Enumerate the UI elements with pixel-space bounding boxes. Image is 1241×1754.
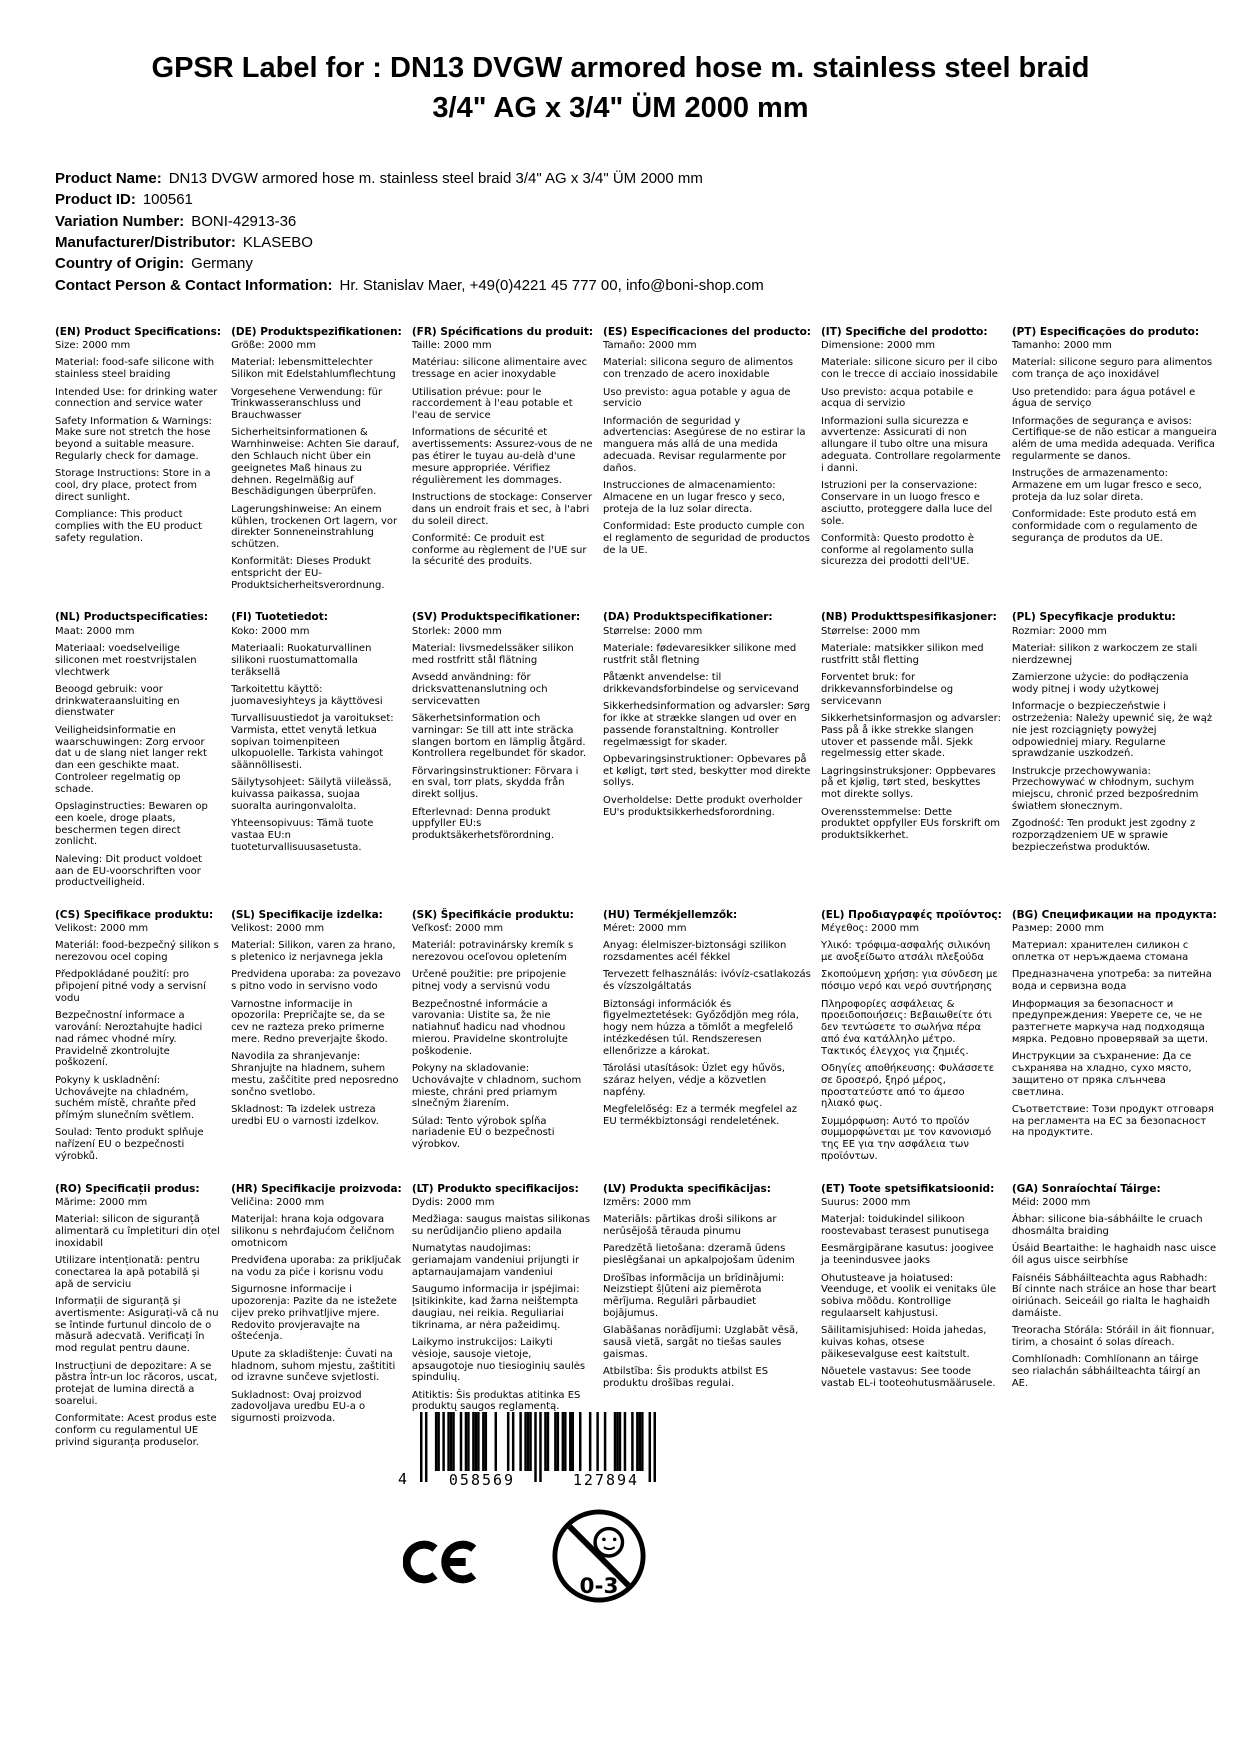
ean-barcode bbox=[398, 1412, 668, 1489]
block-paragraph: Saugumo informacija ir įspėjimai: Įsitikinkite, kad žarna neištempta daugiau, nei reikia. Reguliariai tikrinama, ar nėra pažeidimų. bbox=[411, 1284, 580, 1331]
language-specifications-grid bbox=[55, 325, 1217, 1454]
block-paragraph: Säilytysohjeet: Säilytä viileässä, kuivassa paikassa, suojaa suoralta auringonvalolta. bbox=[231, 777, 392, 813]
block-paragraph: Material: silicon de siguranță alimentară cu împletituri din oțel inoxidabil bbox=[55, 1214, 220, 1249]
block-paragraph: Mărime: 2000 mm bbox=[55, 1197, 148, 1209]
block-heading: (SK) Špecifikácie produktu: bbox=[411, 908, 574, 921]
product-info-value: Hr. Stanislav Maer, +49(0)4221 45 777 00, info@boni-shop.com bbox=[339, 276, 764, 294]
block-paragraph: Skladnost: Ta izdelek ustreza uredbi EU o varnosti izdelkov. bbox=[231, 1103, 379, 1127]
block-paragraph: Conformidad: Este producto cumple con el reglamento de seguridad de productos de la UE. bbox=[603, 521, 810, 556]
language-block-hu bbox=[603, 909, 811, 1169]
language-block-nl bbox=[55, 611, 221, 894]
language-block-bg bbox=[1012, 909, 1217, 1169]
block-paragraph: Materiaali: Ruokaturvallinen silikoni ruostumattomalla teräksellä bbox=[231, 643, 372, 678]
block-paragraph: Συμμόρφωση: Αυτό το προϊόν συμμορφώνεται με τον κανονισμό της ΕΕ για την ασφάλεια των προϊόντων. bbox=[821, 1115, 992, 1163]
page-title bbox=[0, 0, 1241, 128]
language-block-de bbox=[231, 326, 402, 598]
block-paragraph: Glabāšanas norādījumi: Uzglabāt vēsā, sausā vietā, sargāt no tiešas saules gaismas. bbox=[603, 1325, 799, 1360]
block-paragraph: Compliance: This product complies with the EU product safety regulation. bbox=[55, 509, 203, 544]
block-paragraph: Tamaño: 2000 mm bbox=[603, 340, 697, 352]
block-paragraph: Materiale: silicone sicuro per il cibo con le trecce di acciaio inossidabile bbox=[821, 357, 998, 381]
block-paragraph: Pokyny k uskladnění: Uchovávejte na chladném, suchém místě, chraňte před přímým slunečním světlem. bbox=[55, 1074, 197, 1122]
product-info-row bbox=[55, 168, 1186, 189]
block-paragraph: Conformité: Ce produit est conforme au règlement de l'UE sur la sécurité des produits. bbox=[411, 532, 587, 568]
block-paragraph: Naleving: Dit product voldoet aan de EU-voorschriften voor productveiligheid. bbox=[55, 853, 203, 889]
block-paragraph: Izmērs: 2000 mm bbox=[603, 1197, 692, 1209]
block-paragraph: Veličina: 2000 mm bbox=[231, 1197, 325, 1209]
block-paragraph: Pokyny na skladovanie: Uchovávajte v chladnom, suchom mieste, chráni pred priamym slnečným žiarením. bbox=[411, 1062, 582, 1110]
block-paragraph: Rozmiar: 2000 mm bbox=[1011, 625, 1107, 637]
block-heading: (HR) Specifikacije proizvoda: bbox=[231, 1182, 402, 1195]
block-paragraph: Sicherheitsinformationen & Warnhinweise: Achten Sie darauf, den Schlauch nicht über ein geeignetes Maß hinaus zu dehnen. Regelmäßig auf Beschädigungen überprüfen. bbox=[231, 427, 400, 498]
block-paragraph: Предназначена употреба: за питейна вода и сервизна вода bbox=[1011, 969, 1212, 993]
block-heading: (LT) Produkto specifikacijos: bbox=[411, 1182, 579, 1195]
block-paragraph: Méret: 2000 mm bbox=[603, 923, 687, 935]
barcode-digit-group2: 127894 bbox=[572, 1471, 640, 1489]
block-paragraph: Uso pretendido: para água potável e água de serviço bbox=[1011, 386, 1196, 410]
block-paragraph: Utilizare intenționată: pentru conectarea la apă potabilă și apă de serviciu bbox=[55, 1255, 200, 1290]
block-paragraph: Instruções de armazenamento: Armazene em um lugar fresco e seco, proteja da luz solar direta. bbox=[1011, 468, 1202, 503]
product-info-row bbox=[55, 275, 1186, 296]
block-heading: (DE) Produktspezifikationen: bbox=[231, 325, 402, 338]
language-block-ro bbox=[55, 1183, 221, 1455]
block-heading: (BG) Спецификации на продукта: bbox=[1011, 908, 1217, 921]
block-paragraph: Navodila za shranjevanje: Shranjujte na hladnem, suhem mestu, zaščitite pred neposredno sončno svetlobo. bbox=[231, 1051, 399, 1098]
block-heading: (EL) Προδιαγραφές προϊόντος: bbox=[821, 908, 1002, 921]
block-paragraph: Istruzioni per la conservazione: Conservare in un luogo fresco e asciutto, proteggere dalla luce del sole. bbox=[821, 480, 993, 527]
product-info-value: DN13 DVGW armored hose m. stainless steel braid 3/4" AG x 3/4" ÜM 2000 mm bbox=[168, 170, 703, 188]
language-block-et bbox=[821, 1183, 1002, 1455]
block-heading: (NL) Productspecificaties: bbox=[55, 611, 209, 624]
block-paragraph: Tervezett felhasználás: ivóvíz-csatlakozás és vízszolgáltatás bbox=[603, 969, 811, 993]
block-paragraph: Treoracha Stórála: Stóráil in áit fionnuar, tirim, a chosaint ó solas díreach. bbox=[1011, 1325, 1215, 1348]
product-info-label: Product ID: bbox=[55, 191, 136, 209]
block-paragraph: Utilisation prévue: pour le raccordement à l'eau potable et l'eau de service bbox=[411, 386, 573, 422]
barcode-digit-left: 4 bbox=[398, 1470, 408, 1488]
block-heading: (SL) Specifikacije izdelka: bbox=[231, 908, 383, 921]
block-paragraph: Förvaringsinstruktioner: Förvara i en sval, torr plats, skydda från direkt solljus. bbox=[411, 765, 579, 801]
block-paragraph: Yhteensopivuus: Tämä tuote vastaa EU:n tuoteturvallisuusasetusta. bbox=[231, 818, 374, 853]
page-title-line1: GPSR Label for : DN13 DVGW armored hose m. stainless steel braid bbox=[151, 52, 1090, 84]
block-paragraph: Informations de sécurité et avertissements: Assurez-vous de ne pas étirer le tuyau au-delà d'une mesure appropriée. Vérifiez régulièrement les dommages. bbox=[411, 427, 593, 486]
product-info-row bbox=[55, 189, 1186, 210]
block-heading: (FI) Tuotetiedot: bbox=[231, 611, 328, 624]
block-heading: (SV) Produktspecifikationer: bbox=[411, 611, 581, 624]
block-paragraph: Μέγεθος: 2000 mm bbox=[821, 923, 920, 935]
block-heading: (EN) Product Specifications: bbox=[55, 325, 222, 338]
block-paragraph: Megfelelőség: Ez a termék megfelel az EU termékbiztonsági rendeletének. bbox=[603, 1103, 798, 1127]
block-paragraph: Информация за безопасност и предупреждения: Уверете се, че не разтегнете маркуча над подходяща мярка. Редовно проверявай за щети. bbox=[1011, 998, 1208, 1045]
block-paragraph: Materiale: matsikker silikon med rustfritt stål fletting bbox=[821, 643, 984, 666]
block-paragraph: Informații de siguranță și avertismente: Asigurați-vă că nu se întinde furtunul dincolo de o măsură adecvată. Verificați în mod regulat pentru daune. bbox=[55, 1296, 219, 1355]
block-paragraph: Eesmärgipärane kasutus: joogivee ja teenindusvee jaoks bbox=[821, 1243, 994, 1267]
product-info-value: Germany bbox=[191, 255, 253, 273]
block-paragraph: Ábhar: silicone bia-sábháilte le cruach dhosmálta braiding bbox=[1011, 1214, 1203, 1238]
block-paragraph: Instrucciones de almacenamiento: Almacene en un lugar fresco y seco, proteja de la luz solar directa. bbox=[603, 480, 786, 515]
block-paragraph: Materjal: toidukindel silikoon roostevabast terasest punutisega bbox=[821, 1214, 990, 1238]
block-paragraph: Zamierzone użycie: do podłączenia wody pitnej i wody użytkowej bbox=[1011, 672, 1189, 695]
product-info-value: KLASEBO bbox=[242, 233, 313, 251]
ce-mark-icon bbox=[403, 1530, 479, 1598]
language-block-es bbox=[603, 326, 811, 598]
block-paragraph: Konformität: Dieses Produkt entspricht der EU-Produktsicherheitsverordnung. bbox=[231, 556, 385, 592]
block-paragraph: Dimensione: 2000 mm bbox=[821, 340, 935, 352]
block-paragraph: Bezpečnostní informace a varování: Neroztahujte hadici nad rámec vhodné míry. Pravidelně zkontrolujte poškození. bbox=[55, 1010, 203, 1069]
block-paragraph: Υλικό: τρόφιμα-ασφαλής σιλικόνη με ανοξείδωτο ατσάλι πλεξούδα bbox=[821, 940, 991, 964]
block-heading: (DA) Produktspecifikationer: bbox=[603, 611, 773, 624]
block-paragraph: Numatytas naudojimas: geriamajam vandeniui prijungti ir aptarnaujamajam vandeniui bbox=[411, 1243, 580, 1278]
block-paragraph: Nõuetele vastavus: See toode vastab EL-i tooteohutusmäärusele. bbox=[821, 1366, 996, 1389]
block-heading: (NB) Produkttspesifikasjoner: bbox=[821, 611, 997, 624]
block-paragraph: Intended Use: for drinking water connection and service water bbox=[55, 386, 218, 410]
block-paragraph: Drošības informācija un brīdinājumi: Neizstiept šļūteni aiz piemērota mērījuma. Regulāri pārbaudiet bojājumus. bbox=[603, 1272, 785, 1319]
block-paragraph: Съответствие: Този продукт отговаря на регламента на ЕС за безопасност на продуктите. bbox=[1011, 1103, 1214, 1139]
language-block-pt bbox=[1012, 326, 1217, 598]
product-info-label: Contact Person & Contact Information: bbox=[55, 276, 333, 294]
block-paragraph: Материал: хранителен силикон с оплетка от неръждаема стомана bbox=[1011, 940, 1189, 964]
block-paragraph: Súlad: Tento výrobok spĺňa nariadenie EÚ o bezpečnosti výrobkov. bbox=[411, 1115, 555, 1151]
block-paragraph: Informacje o bezpieczeństwie i ostrzeżenia: Należy upewnić się, że wąż nie jest rozciągnięty powyżej odpowiedniej miary. Regularne sprawdzanie uszkodzeń. bbox=[1011, 701, 1213, 760]
product-info-value: BONI-42913-36 bbox=[191, 212, 297, 230]
block-paragraph: Uso previsto: acqua potabile e acqua di servizio bbox=[821, 386, 974, 410]
block-paragraph: Materiál: food-bezpečný silikon s nerezovou ocel coping bbox=[55, 940, 219, 964]
block-heading: (PL) Specyfikacje produktu: bbox=[1011, 611, 1176, 624]
block-paragraph: Tárolási utasítások: Üzlet egy hűvös, száraz helyen, védje a közvetlen napfény. bbox=[603, 1062, 786, 1098]
block-paragraph: Storage Instructions: Store in a cool, dry place, protect from direct sunlight. bbox=[55, 468, 211, 503]
block-paragraph: Atitiktis: Šis produktas atitinka ES produktų saugos reglamentą. bbox=[411, 1389, 581, 1413]
block-paragraph: Material: silicona seguro de alimentos con trenzado de acero inoxidable bbox=[603, 357, 794, 381]
block-paragraph: Veľkosť: 2000 mm bbox=[411, 923, 504, 935]
block-paragraph: Matériau: silicone alimentaire avec tressage en acier inoxydable bbox=[411, 357, 588, 381]
language-block-hr bbox=[231, 1183, 402, 1455]
language-block-nb bbox=[821, 611, 1002, 894]
block-paragraph: Tamanho: 2000 mm bbox=[1011, 340, 1112, 352]
product-info bbox=[55, 168, 1186, 296]
block-paragraph: Taille: 2000 mm bbox=[411, 340, 492, 352]
language-block-it bbox=[821, 326, 1002, 598]
block-paragraph: Určené použitie: pre pripojenie pitnej vody a servisnú vodu bbox=[411, 969, 567, 993]
block-paragraph: Velikost: 2000 mm bbox=[231, 923, 325, 935]
language-block-pl bbox=[1012, 611, 1217, 894]
block-paragraph: Materiale: fødevaresikker silikone med rustfrit stål fletning bbox=[603, 643, 797, 666]
language-block-sk bbox=[412, 909, 593, 1169]
block-paragraph: Dydis: 2000 mm bbox=[411, 1197, 495, 1209]
language-block-el bbox=[821, 909, 1002, 1169]
block-paragraph: Materiāls: pārtikas droši silikons ar nerūsējošā tērauda pinumu bbox=[603, 1214, 777, 1238]
age-warning-icon bbox=[550, 1503, 648, 1613]
language-block-da bbox=[603, 611, 811, 894]
block-paragraph: Overensstemmelse: Dette produktet oppfyller EUs forskrift om produktsikkerhet. bbox=[821, 806, 1001, 842]
block-paragraph: Materiál: potravinársky kremík s nerezovou oceľovou opletením bbox=[411, 940, 574, 964]
block-paragraph: Material: silicone seguro para alimentos com trança de aço inoxidável bbox=[1011, 357, 1213, 381]
block-paragraph: Lagerungshinweise: An einem kühlen, trockenen Ort lagern, vor direkter Sonneneinstrahlung schützen. bbox=[231, 503, 398, 551]
block-paragraph: Turvallisuustiedot ja varoitukset: Varmista, ettet venytä letkua sopivan toimenpiteen ulkopuolelle. Tarkista vahingot säännöllisesti. bbox=[231, 712, 394, 772]
block-paragraph: Informações de segurança e avisos: Certifique-se de não esticar a mangueira além de uma medida adequada. Verifica regularmente se danos. bbox=[1011, 415, 1217, 463]
block-paragraph: Sigurnosne informacije i upozorenja: Pazite da ne istežete cijev preko prihvatljive mjere. Redovito provjeravajte na oštećenja. bbox=[231, 1284, 397, 1343]
block-paragraph: Opbevaringsinstruktioner: Opbevares på et køligt, tørt sted, beskytter mod direkte sollys. bbox=[603, 753, 811, 789]
block-paragraph: Varnostne informacije in opozorila: Prepričajte se, da se cev ne razteza preko primerne mere. Redno preverjajte škodo. bbox=[231, 998, 388, 1045]
block-heading: (LV) Produkta specifikācijas: bbox=[603, 1182, 772, 1195]
block-heading: (FR) Spécifications du produit: bbox=[411, 325, 594, 338]
block-paragraph: Zgodność: Ten produkt jest zgodny z rozporządzeniem UE w sprawie bezpieczeństwa produktów. bbox=[1011, 818, 1196, 853]
product-info-value: 100561 bbox=[142, 191, 193, 209]
block-paragraph: Uso previsto: agua potable y agua de servicio bbox=[603, 386, 791, 410]
product-info-label: Product Name: bbox=[55, 170, 162, 188]
product-info-label: Country of Origin: bbox=[55, 255, 185, 273]
barcode-main bbox=[420, 1412, 668, 1489]
block-paragraph: Säilitamisjuhised: Hoida jahedas, kuivas kohas, otsese päikesevalguse eest kaitstult. bbox=[821, 1325, 987, 1360]
barcode-digit-group1: 058569 bbox=[448, 1471, 516, 1489]
block-paragraph: Suurus: 2000 mm bbox=[821, 1197, 911, 1209]
block-paragraph: Materijal: hrana koja odgovara silikonu s nehrđajućom čeličnom omotnicom bbox=[231, 1214, 395, 1249]
block-paragraph: Paredzētā lietošana: dzeramā ūdens pieslēgšanai un apkalpojošam ūdenim bbox=[603, 1243, 795, 1267]
block-paragraph: Instrukcje przechowywania: Przechowywać w chłodnym, suchym miejscu, chronić przed bezpośrednim światłem słonecznym. bbox=[1011, 765, 1199, 813]
block-paragraph: Material: Silikon, varen za hrano, s pletenico iz nerjavnega jekla bbox=[231, 940, 396, 964]
block-paragraph: Predviđena uporaba: za priključak na vodu za piće i korisnu vodu bbox=[231, 1255, 402, 1278]
language-block-fr bbox=[412, 326, 593, 598]
block-paragraph: Anyag: élelmiszer-biztonsági szilikon rozsdamentes acél fékkel bbox=[603, 940, 787, 964]
block-paragraph: Overholdelse: Dette produkt overholder EU's produktsikkerhedsforordning. bbox=[603, 794, 803, 818]
block-paragraph: Předpokládané použití: pro připojení pitné vody a servisní vodu bbox=[55, 969, 206, 1004]
block-paragraph: Forventet bruk: for drikkevannsforbindelse og servicevann bbox=[821, 672, 954, 707]
block-paragraph: Material: food-safe silicone with stainless steel braiding bbox=[55, 357, 215, 381]
product-info-row bbox=[55, 211, 1186, 232]
block-paragraph: Safety Information & Warnings: Make sure not stretch the hose beyond a suitable measure. Regularly check for damage. bbox=[55, 415, 212, 463]
block-paragraph: Medžiaga: saugus maistas silikonas su nerūdijančio plieno apdaila bbox=[411, 1214, 590, 1238]
block-paragraph: Størrelse: 2000 mm bbox=[821, 625, 921, 637]
block-heading: (IT) Specifiche del prodotto: bbox=[821, 325, 988, 338]
block-paragraph: Sikkerhedsinformation og advarsler: Sørg for ikke at strække slangen ud over en passende foranstaltning. Kontroller regelmæssigt for skader. bbox=[603, 701, 811, 748]
block-paragraph: Soulad: Tento produkt splňuje nařízení EU o bezpečnosti výrobků. bbox=[55, 1127, 204, 1163]
block-paragraph: Tarkoitettu käyttö: juomavesiyhteys ja käyttövesi bbox=[231, 683, 383, 707]
block-paragraph: Инструкции за съхранение: Да се съхранява на хладно, сухо място, защитено от пряка слънчева светлина. bbox=[1011, 1051, 1192, 1098]
product-info-row bbox=[55, 232, 1186, 253]
block-paragraph: Σκοπούμενη χρήση: για σύνδεση με πόσιμο νερό και νερό συντήρησης bbox=[821, 969, 998, 993]
language-block-cs bbox=[55, 909, 221, 1169]
block-paragraph: Informazioni sulla sicurezza e avvertenze: Assicurati di non allungare il tubo oltre una misura adeguata. Controllare regolarmente i danni. bbox=[821, 415, 1001, 474]
block-paragraph: Størrelse: 2000 mm bbox=[603, 625, 703, 637]
block-paragraph: Úsáid Beartaithe: le haghaidh nasc uisce óil agus uisce seirbhíse bbox=[1011, 1243, 1217, 1267]
block-paragraph: Faisnéis Sábháilteachta agus Rabhadh: Bí cinnte nach stráice an hose thar beart oiriúnach. Seiceáil go rialta le haghaidh damáiste. bbox=[1011, 1272, 1217, 1319]
block-paragraph: Πληροφορίες ασφάλειας & προειδοποιήσεις: Βεβαιωθείτε ότι δεν τεντώσετε το σωλήνα πέρα από ένα κατάλληλο μέτρο. Τακτικός έλεγχος για ζημιές. bbox=[821, 998, 992, 1057]
block-paragraph: Lagringsinstruksjoner: Oppbevares på et kjølig, tørt sted, beskyttes mot direkte sollys. bbox=[821, 765, 996, 801]
block-heading: (PT) Especificações do produto: bbox=[1011, 325, 1200, 338]
block-heading: (ET) Toote spetsifikatsioonid: bbox=[821, 1182, 995, 1195]
block-paragraph: Atbilstība: Šis produkts atbilst ES produktu drošības regulai. bbox=[603, 1366, 769, 1389]
block-paragraph: Opslaginstructies: Bewaren op een koele, droge plaats, beschermen tegen direct zonlicht. bbox=[55, 801, 208, 848]
block-heading: (GA) Sonraíochtaí Táirge: bbox=[1011, 1182, 1161, 1195]
block-paragraph: Storlek: 2000 mm bbox=[411, 625, 502, 637]
age-warning-label: 0-3 bbox=[579, 1574, 619, 1600]
block-paragraph: Conformitate: Acest produs este conform cu regulamentul UE privind siguranța produselor. bbox=[55, 1413, 217, 1448]
block-paragraph: Material: lebensmittelechter Silikon mit Edelstahlumflechtung bbox=[231, 357, 396, 381]
block-heading: (RO) Specificații produs: bbox=[55, 1182, 200, 1195]
block-paragraph: Koko: 2000 mm bbox=[231, 625, 310, 637]
language-block-ga bbox=[1012, 1183, 1217, 1455]
block-paragraph: Conformidade: Este produto está em conformidade com o regulamento de segurança de produtos da UE. bbox=[1011, 509, 1198, 544]
block-paragraph: Velikost: 2000 mm bbox=[55, 923, 149, 935]
block-paragraph: Οδηγίες αποθήκευσης: Φυλάσσετε σε δροσερό, ξηρό μέρος, προστατεύστε από το άμεσο ηλιακό φως. bbox=[821, 1062, 995, 1110]
block-paragraph: Información de seguridad y advertencias: Asegúrese de no estirar la manguera más allá de una medida adecuada. Revisar regularmente por daños. bbox=[603, 415, 806, 474]
block-paragraph: Sukladnost: Ovaj proizvod zadovoljava uredbu EU-a o sigurnosti proizvoda. bbox=[231, 1389, 366, 1425]
block-paragraph: Upute za skladištenje: Čuvati na hladnom, suhom mjestu, zaštititi od izravne sunčeve svjetlosti. bbox=[231, 1348, 396, 1384]
block-paragraph: Veiligheidsinformatie en waarschuwingen: Zorg ervoor dat u de slang niet langer rekt dan een geschikte maat. Controleer regelmatig op schade. bbox=[55, 724, 207, 795]
block-paragraph: Material: livsmedelssäker silikon med rostfritt stål flätning bbox=[411, 643, 574, 666]
block-paragraph: Efterlevnad: Denna produkt uppfyller EU:s produktsäkerhetsförordning. bbox=[411, 806, 554, 842]
block-paragraph: Vorgesehene Verwendung: für Trinkwasseranschluss und Brauchwasser bbox=[231, 386, 383, 422]
language-block-sl bbox=[231, 909, 402, 1169]
block-paragraph: Méid: 2000 mm bbox=[1011, 1197, 1091, 1209]
block-paragraph: Materiaal: voedselveilige siliconen met roestvrijstalen vlechtwerk bbox=[55, 643, 197, 678]
block-paragraph: Größe: 2000 mm bbox=[231, 340, 316, 352]
block-paragraph: Bezpečnostné informácie a varovania: Uistite sa, že nie natiahnuť hadicu nad vhodnou mierou. Pravidelne skontrolujte poškodenie. bbox=[411, 998, 568, 1057]
product-info-row bbox=[55, 253, 1186, 274]
block-heading: (ES) Especificaciones del producto: bbox=[603, 325, 811, 338]
block-paragraph: Säkerhetsinformation och varningar: Se till att inte sträcka slangen bortom en lämplig åtgärd. Kontrollera regelbundet för skador. bbox=[411, 712, 587, 760]
block-paragraph: Påtænkt anvendelse: til drikkevandsforbindelse og servicevand bbox=[603, 672, 799, 695]
block-paragraph: Conformità: Questo prodotto è conforme al regolamento sulla sicurezza dei prodotti dell'UE. bbox=[821, 532, 975, 568]
language-block-sv bbox=[412, 611, 593, 894]
product-info-label: Variation Number: bbox=[55, 212, 185, 230]
block-heading: (HU) Termékjellemzők: bbox=[603, 908, 738, 921]
block-paragraph: Beoogd gebruik: voor drinkwateraansluiting en dienstwater bbox=[55, 683, 180, 719]
block-paragraph: Ohutusteave ja hoiatused: Veenduge, et voolik ei venitaks üle sobiva mõõdu. Kontrollige regulaarselt kahjustusi. bbox=[821, 1272, 996, 1319]
barcode-digits bbox=[420, 1471, 668, 1489]
language-block-fi bbox=[231, 611, 402, 894]
block-paragraph: Biztonsági információk és figyelmeztetések: Győződjön meg róla, hogy nem húzza a tömlőt a megfelelő intézkedésen túl. Rendszeresen ellenőrizze a károkat. bbox=[603, 998, 799, 1057]
language-block-en bbox=[55, 326, 221, 598]
block-paragraph: Maat: 2000 mm bbox=[55, 625, 135, 637]
block-paragraph: Laikymo instrukcijos: Laikyti vėsioje, sausoje vietoje, apsaugotoje nuo tiesioginių saulės spindulių. bbox=[411, 1336, 586, 1384]
product-info-label: Manufacturer/Distributor: bbox=[55, 233, 236, 251]
page-title-line2: 3/4" AG x 3/4" ÜM 2000 mm bbox=[432, 92, 809, 125]
block-paragraph: Comhlíonadh: Comhlíonann an táirge seo rialachán sábháilteachta táirgí an AE. bbox=[1011, 1354, 1201, 1389]
block-paragraph: Materiał: silikon z warkoczem ze stali nierdzewnej bbox=[1011, 643, 1198, 666]
block-paragraph: Avsedd användning: för dricksvattenanslutning och servicevatten bbox=[411, 672, 548, 707]
block-heading: (CS) Specifikace produktu: bbox=[55, 908, 214, 921]
block-paragraph: Размер: 2000 mm bbox=[1011, 923, 1104, 935]
block-paragraph: Predvidena uporaba: za povezavo s pitno vodo in servisno vodo bbox=[231, 969, 401, 993]
block-paragraph: Size: 2000 mm bbox=[55, 340, 131, 352]
block-paragraph: Sikkerhetsinformasjon og advarsler: Pass på å ikke strekke slangen utover et passende mål. Sjekk regelmessig etter skade. bbox=[821, 712, 1001, 760]
block-paragraph: Instructions de stockage: Conserver dans un endroit frais et sec, à l'abri du soleil direct. bbox=[411, 491, 593, 527]
block-paragraph: Instrucțiuni de depozitare: A se păstra într-un loc răcoros, uscat, protejat de lumina directă a soarelui. bbox=[55, 1360, 218, 1407]
